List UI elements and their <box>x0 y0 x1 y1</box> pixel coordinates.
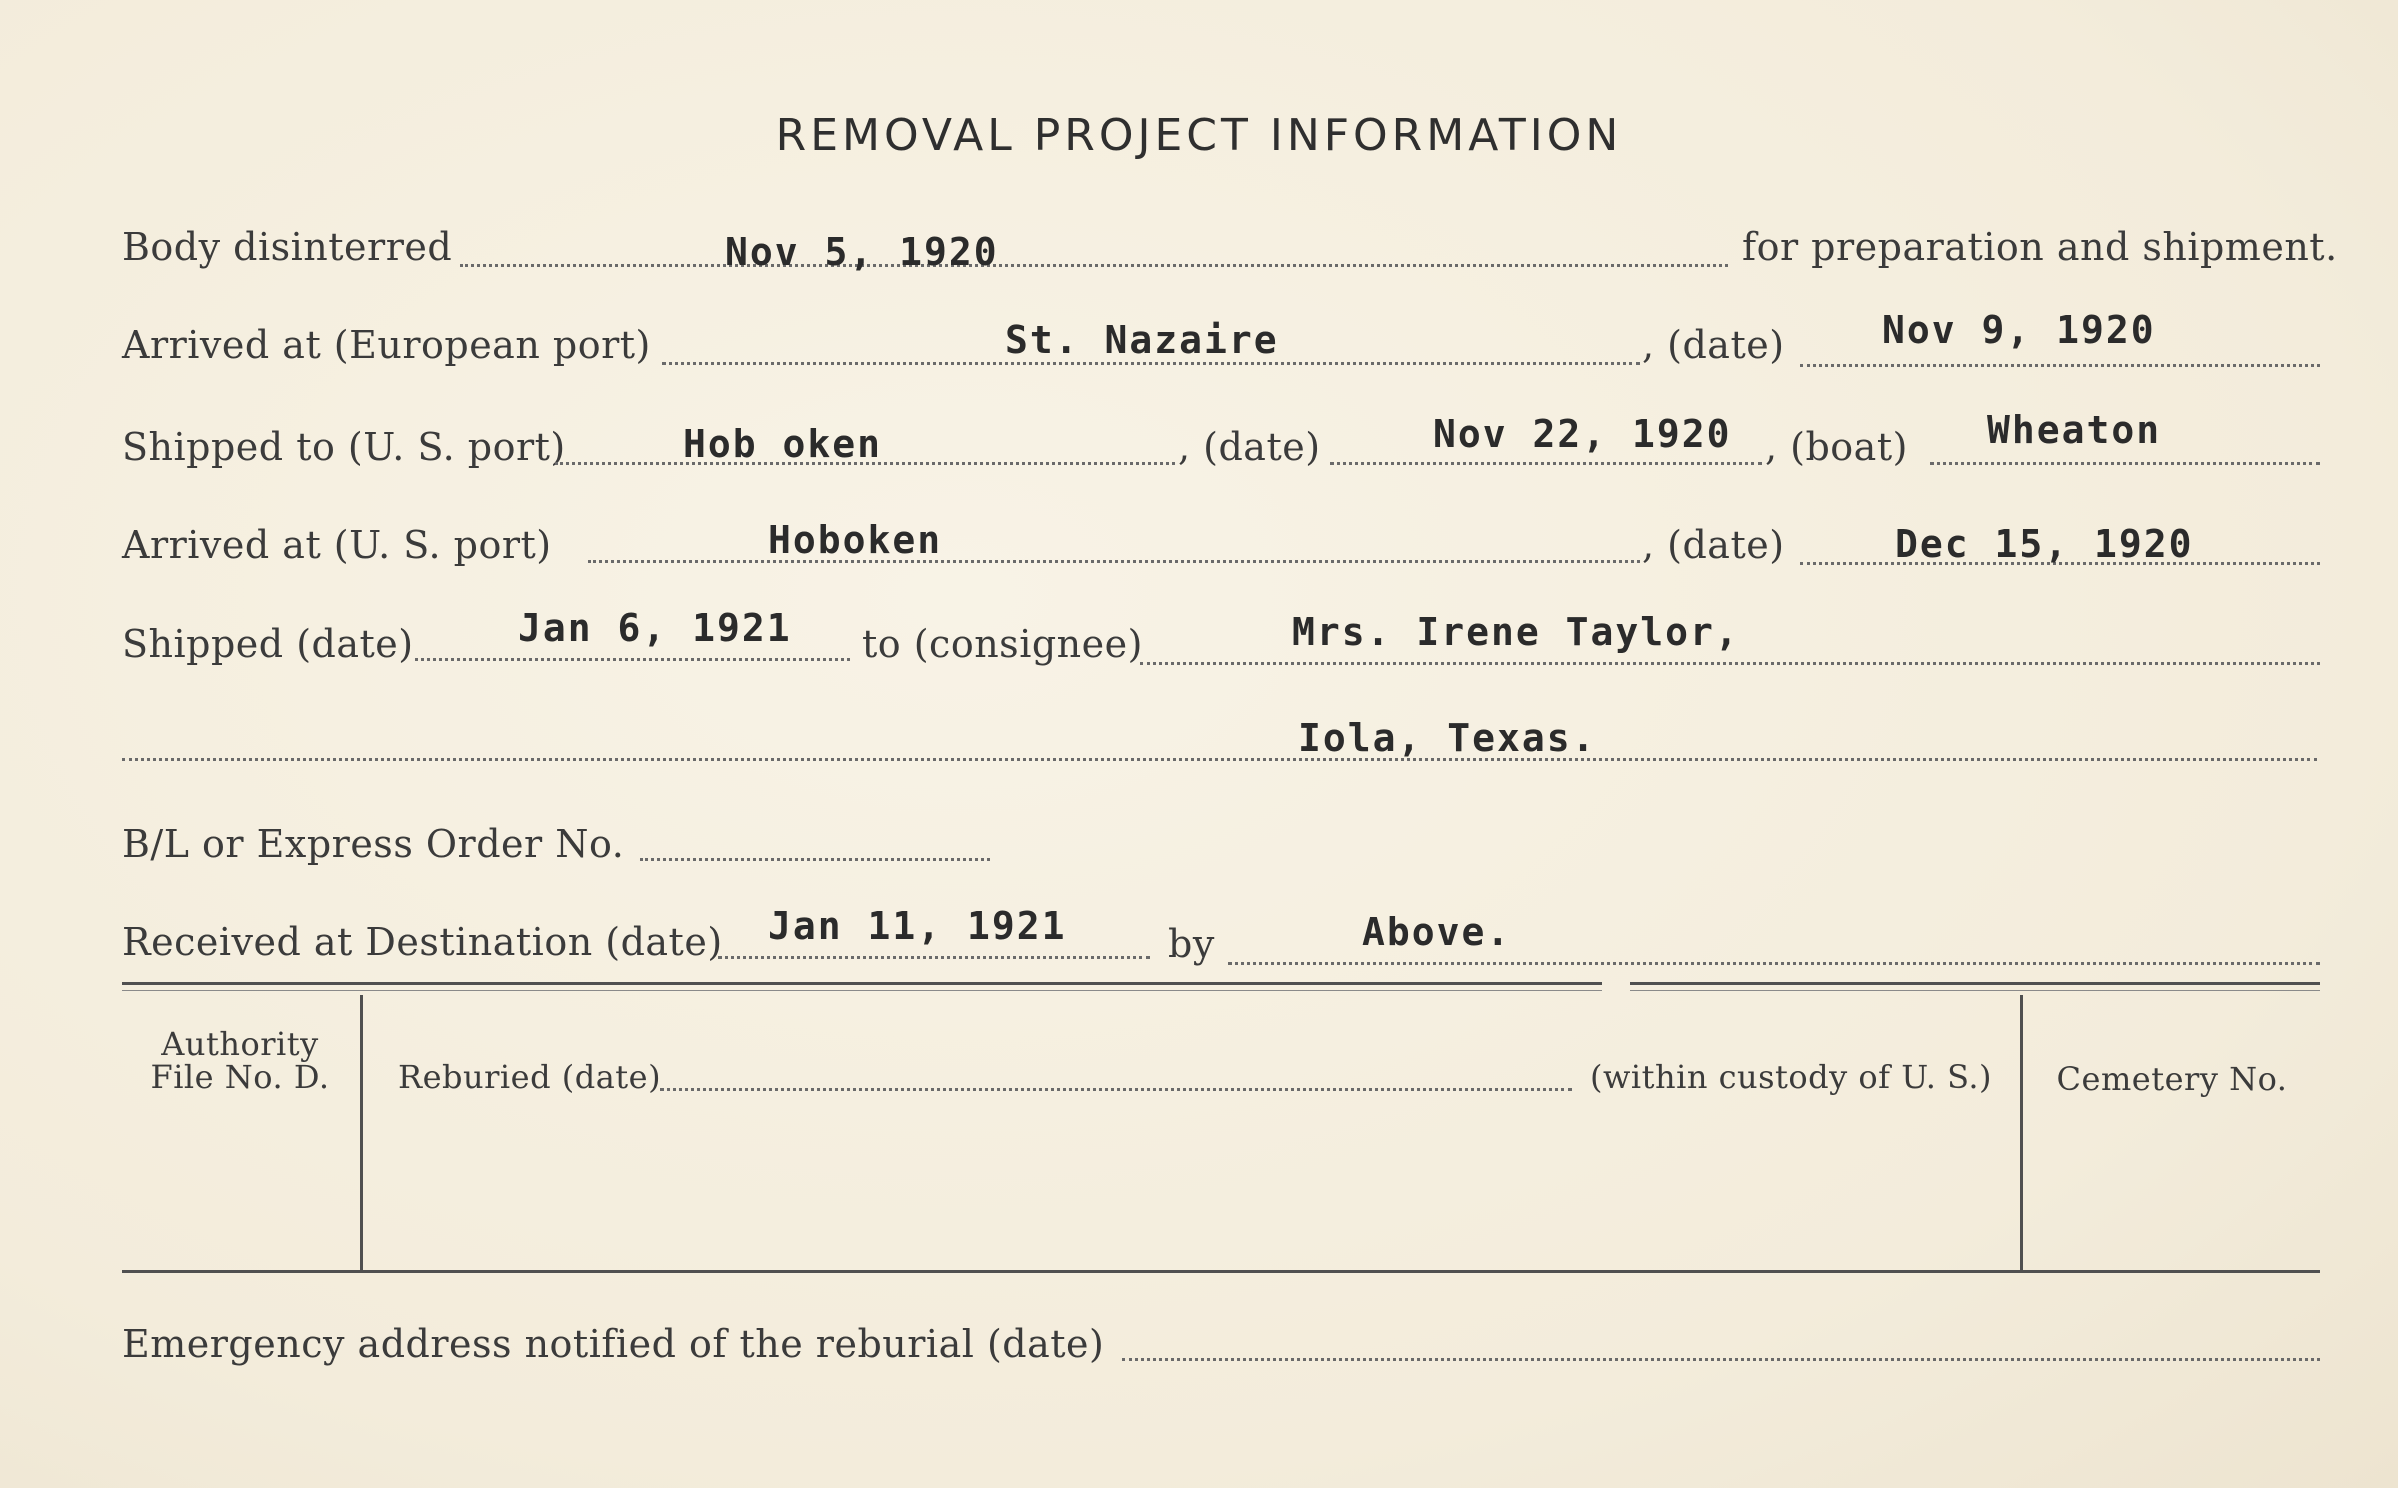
received-destination-label: Received at Destination (date) <box>122 920 723 964</box>
received-date-value: Jan 11, 1921 <box>768 904 1067 948</box>
for-preparation-label: for preparation and shipment. <box>1742 225 2338 269</box>
european-port-value: St. Nazaire <box>1005 318 1279 362</box>
table-top-rule-right-thin <box>1630 990 2320 991</box>
date-label-1: , (date) <box>1642 323 1785 367</box>
table-divider-left <box>360 995 363 1270</box>
arrived-european-label: Arrived at (European port) <box>122 323 651 367</box>
reburied-label: Reburied (date) <box>398 1058 662 1096</box>
authority-label-2: File No. D. <box>150 1058 330 1096</box>
us-port-shipped-value: Hob oken <box>683 422 883 466</box>
european-date-line <box>1800 364 2320 367</box>
bl-number-line <box>640 858 990 861</box>
body-disinterred-label: Body disinterred <box>122 225 453 269</box>
consignee-line-1 <box>1140 662 2320 665</box>
arrived-us-port-label: Arrived at (U. S. port) <box>122 523 552 567</box>
to-consignee-label: to (consignee) <box>862 622 1143 666</box>
body-disinterred-line <box>460 264 1728 267</box>
us-shipped-date-value: Nov 22, 1920 <box>1433 412 1732 456</box>
reburied-date-line <box>660 1088 1572 1091</box>
boat-value: Wheaton <box>1987 408 2162 452</box>
us-port-arrived-line <box>588 560 1640 563</box>
by-label: by <box>1168 922 1215 966</box>
cemetery-no-label: Cemetery No. <box>2056 1060 2288 1098</box>
shipped-date-label: Shipped (date) <box>122 622 414 666</box>
table-top-rule-right <box>1630 982 2320 985</box>
table-divider-right <box>2020 995 2023 1270</box>
shipped-date-value: Jan 6, 1921 <box>518 606 792 650</box>
card-title: REMOVAL PROJECT INFORMATION <box>775 110 1623 161</box>
european-arrival-date-value: Nov 9, 1920 <box>1882 308 2156 352</box>
bl-express-label: B/L or Express Order No. <box>122 822 625 866</box>
table-top-rule-left <box>122 982 1602 985</box>
us-shipped-date-line <box>1330 462 1762 465</box>
boat-line <box>1930 462 2320 465</box>
boat-label: , (boat) <box>1765 425 1908 469</box>
date-label-3: , (date) <box>1642 523 1785 567</box>
us-arrival-date-value: Dec 15, 1920 <box>1895 522 2194 566</box>
emergency-label: Emergency address notified of the reburial (date) <box>122 1322 1105 1366</box>
emergency-date-line <box>1122 1358 2320 1361</box>
european-port-line <box>662 362 1640 365</box>
received-date-line <box>718 956 1150 959</box>
shipped-us-port-label: Shipped to (U. S. port) <box>122 425 566 469</box>
received-by-value: Above. <box>1362 910 1512 954</box>
authority-label-1: Authority <box>161 1025 319 1063</box>
consignee-value-1: Mrs. Irene Taylor, <box>1292 610 1740 654</box>
received-by-line <box>1228 962 2320 965</box>
consignee-value-2: Iola, Texas. <box>1298 716 1597 760</box>
disinterred-date-value: Nov 5, 1920 <box>725 230 999 274</box>
table-top-rule-left-thin <box>122 990 1602 991</box>
us-port-arrived-value: Hoboken <box>768 518 943 562</box>
within-custody-label: (within custody of U. S.) <box>1590 1058 1992 1096</box>
date-label-2: , (date) <box>1178 425 1321 469</box>
consignee-line-2 <box>122 758 2317 761</box>
table-bottom-rule <box>122 1270 2320 1273</box>
shipped-date-line <box>415 658 850 661</box>
